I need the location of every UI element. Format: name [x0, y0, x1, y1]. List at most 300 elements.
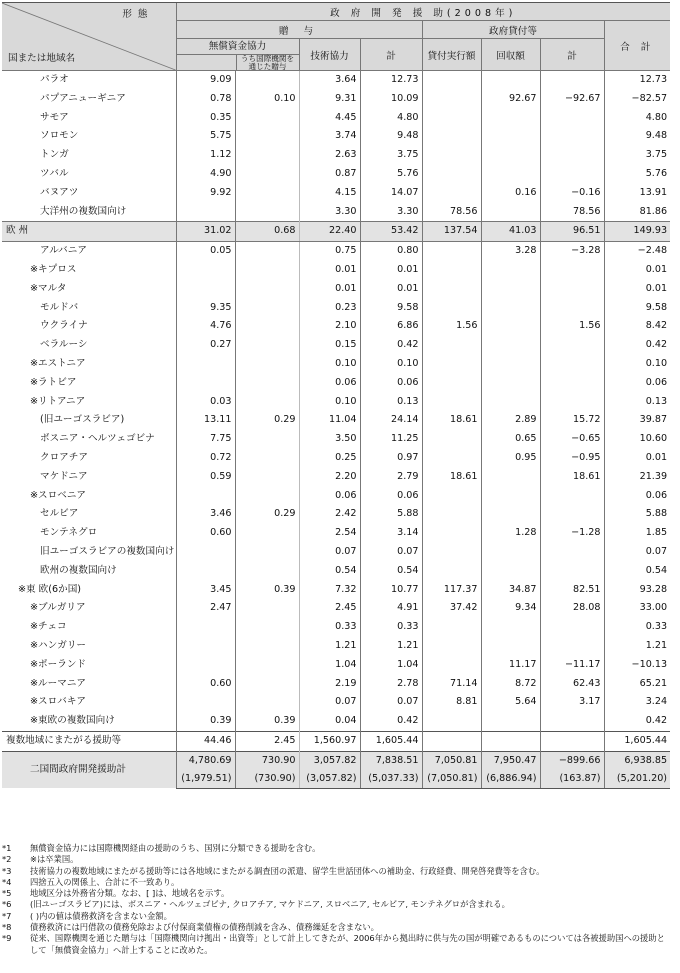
- cell-col7: [540, 109, 604, 128]
- cell-col8: 8.42: [604, 317, 670, 336]
- grand-total-cell: −899.66: [540, 751, 604, 770]
- cell-col5: 1.56: [422, 317, 481, 336]
- footnote: [2, 888, 670, 899]
- grand-total-cell: (6,886.94): [481, 770, 540, 789]
- cell-col1: 9.09: [176, 71, 235, 90]
- cell-col2: 0.39: [235, 712, 299, 731]
- table-row: [2, 543, 670, 562]
- cell-col6: 0.65: [481, 430, 540, 449]
- cell-col5: [422, 261, 481, 280]
- cell-col5: [422, 336, 481, 355]
- country-name: 大洋州の複数国向け: [40, 205, 127, 217]
- cell-col4: 10.77: [360, 581, 422, 600]
- cell-col6: 1.28: [481, 524, 540, 543]
- country-label: 国または地域名: [8, 53, 76, 64]
- tech-coop-header: 技術協力: [299, 39, 360, 71]
- cell-col8: 5.76: [604, 165, 670, 184]
- cell-col2: [235, 336, 299, 355]
- cell-col1: 0.05: [176, 242, 235, 261]
- cell-col8: 1,605.44: [604, 731, 670, 751]
- cell-col2: [235, 449, 299, 468]
- cell-col5: [422, 280, 481, 299]
- cell-col7: [540, 712, 604, 731]
- table-row: [2, 430, 670, 449]
- cell-col1: 0.59: [176, 468, 235, 487]
- grand-total-cell: 3,057.82: [299, 751, 360, 770]
- cell-col4: 9.48: [360, 127, 422, 146]
- cell-col3: 3.64: [299, 71, 360, 90]
- cell-col7: 28.08: [540, 599, 604, 618]
- cell-col8: 3.24: [604, 693, 670, 712]
- cell-col1: 7.75: [176, 430, 235, 449]
- cell-col8: 0.10: [604, 355, 670, 374]
- cell-col4: 0.07: [360, 693, 422, 712]
- cell-col1: 0.03: [176, 393, 235, 412]
- cell-col8: 9.48: [604, 127, 670, 146]
- subtotal-header: 計: [360, 39, 422, 71]
- cell-col7: [540, 280, 604, 299]
- footnote-mark: *5: [2, 888, 12, 899]
- cell-col2: 0.68: [235, 222, 299, 242]
- cell-col1: [176, 355, 235, 374]
- cell-col6: [481, 355, 540, 374]
- country-name: ウクライナ: [40, 320, 88, 332]
- cell-col7: −92.67: [540, 90, 604, 109]
- cell-col4: 0.06: [360, 374, 422, 393]
- cell-col8: −10.13: [604, 656, 670, 675]
- cell-col5: [422, 242, 481, 261]
- cell-col1: [176, 374, 235, 393]
- table-row: [2, 165, 670, 184]
- table-row: [2, 127, 670, 146]
- country-name: ※スロバキア: [30, 696, 87, 708]
- cell-col4: 3.30: [360, 203, 422, 222]
- footnote: [2, 922, 670, 933]
- table-row: [2, 487, 670, 506]
- cell-col2: [235, 524, 299, 543]
- cell-col6: [481, 487, 540, 506]
- grand-total-label: 二国間政府開発援助計: [2, 751, 176, 788]
- cell-col8: 12.73: [604, 71, 670, 90]
- cell-col8: 1.21: [604, 637, 670, 656]
- cell-col2: [235, 355, 299, 374]
- country-name: ※ルーマニア: [30, 677, 87, 689]
- cell-col7: [540, 165, 604, 184]
- cell-col8: 65.21: [604, 675, 670, 694]
- grand-total-cell: 6,938.85: [604, 751, 670, 770]
- cell-col3: 2.63: [299, 146, 360, 165]
- cell-col2: [235, 109, 299, 128]
- cell-col1: 0.27: [176, 336, 235, 355]
- table-row: [2, 618, 670, 637]
- cell-col8: 0.07: [604, 543, 670, 562]
- cell-col7: [540, 299, 604, 318]
- grant-header: 贈 与: [176, 21, 422, 39]
- country-name: ツバル: [40, 167, 69, 179]
- cell-col1: [176, 637, 235, 656]
- cell-col6: 9.34: [481, 599, 540, 618]
- cell-col3: 0.33: [299, 618, 360, 637]
- cell-col4: 3.75: [360, 146, 422, 165]
- country-name: トンガ: [40, 149, 69, 161]
- cell-col1: 1.12: [176, 146, 235, 165]
- cell-col1: [176, 618, 235, 637]
- cell-col2: [235, 280, 299, 299]
- cell-col4: 1,605.44: [360, 731, 422, 751]
- via-intl-label-2: 通じた贈与: [248, 62, 287, 71]
- cell-col3: 0.54: [299, 562, 360, 581]
- cell-col7: [540, 562, 604, 581]
- table-row: [2, 184, 670, 203]
- table-row: [2, 675, 670, 694]
- cell-col8: 0.01: [604, 280, 670, 299]
- cell-col1: [176, 487, 235, 506]
- cell-col3: 0.23: [299, 299, 360, 318]
- country-name: ※リトアニア: [30, 395, 86, 407]
- cell-col5: [422, 562, 481, 581]
- cell-col1: [176, 280, 235, 299]
- cell-col3: 4.15: [299, 184, 360, 203]
- cell-col6: 2.89: [481, 411, 540, 430]
- cell-col7: [540, 336, 604, 355]
- grand-total-cell: 7,838.51: [360, 751, 422, 770]
- cell-col4: 0.06: [360, 487, 422, 506]
- cell-col8: 0.06: [604, 487, 670, 506]
- cell-col4: 0.54: [360, 562, 422, 581]
- cell-col2: [235, 393, 299, 412]
- cell-col7: [540, 637, 604, 656]
- footnote: [2, 866, 670, 877]
- country-name: パプアニューギニア: [40, 92, 126, 104]
- table-row: [2, 242, 670, 261]
- cell-col2: [235, 618, 299, 637]
- footnote-mark: *6: [2, 899, 12, 910]
- cell-col1: 31.02: [176, 222, 235, 242]
- country-name: ※ハンガリー: [30, 639, 87, 651]
- cell-col4: 0.97: [360, 449, 422, 468]
- cell-col6: 0.16: [481, 184, 540, 203]
- grant-aid-header: [176, 39, 299, 71]
- grand-total-row: [2, 751, 670, 770]
- cell-col6: 34.87: [481, 581, 540, 600]
- cell-col7: 96.51: [540, 222, 604, 242]
- cell-col1: 0.60: [176, 675, 235, 694]
- cell-col3: 2.20: [299, 468, 360, 487]
- cell-col8: −2.48: [604, 242, 670, 261]
- country-name: ※エストニア: [30, 357, 86, 369]
- cell-col6: 41.03: [481, 222, 540, 242]
- cell-col2: [235, 562, 299, 581]
- cell-col5: 137.54: [422, 222, 481, 242]
- cell-col5: 71.14: [422, 675, 481, 694]
- cell-col1: [176, 543, 235, 562]
- region-row: [2, 222, 670, 242]
- cell-col4: 9.58: [360, 299, 422, 318]
- grand-total-cell: 730.90: [235, 751, 299, 770]
- cell-col7: −3.28: [540, 242, 604, 261]
- footnote-mark: *3: [2, 865, 12, 876]
- footnote-mark: *1: [2, 843, 12, 853]
- grand-total-cell: (3,057.82): [299, 770, 360, 789]
- cell-col3: 11.04: [299, 411, 360, 430]
- cell-col7: −1.28: [540, 524, 604, 543]
- cell-col8: 5.88: [604, 505, 670, 524]
- cell-col2: [235, 146, 299, 165]
- country-name: ※スロベニア: [30, 489, 87, 501]
- country-name: ※ポーランド: [30, 658, 87, 670]
- cell-col6: 92.67: [481, 90, 540, 109]
- footnote-text: ( )内の値は債務救済を含まない金額。: [30, 910, 172, 921]
- cell-col3: 0.06: [299, 487, 360, 506]
- cell-col7: [540, 71, 604, 90]
- table-row: [2, 203, 670, 222]
- cell-col1: 0.72: [176, 449, 235, 468]
- cell-col1: 0.39: [176, 712, 235, 731]
- cell-col7: [540, 618, 604, 637]
- table-row: [2, 299, 670, 318]
- total-row: [2, 731, 670, 751]
- cell-col8: 0.01: [604, 261, 670, 280]
- cell-col6: [481, 562, 540, 581]
- cell-col4: 1.21: [360, 637, 422, 656]
- country-name: ※チェコ: [30, 621, 67, 633]
- cell-col8: 0.06: [604, 374, 670, 393]
- footnote: [2, 933, 670, 956]
- cell-col6: [481, 393, 540, 412]
- cell-col6: [481, 165, 540, 184]
- cell-col6: [481, 299, 540, 318]
- cell-col8: 10.60: [604, 430, 670, 449]
- cell-col3: 0.87: [299, 165, 360, 184]
- cell-col2: 0.39: [235, 581, 299, 600]
- cell-col4: 2.78: [360, 675, 422, 694]
- footnote: [2, 854, 670, 865]
- cell-col3: 0.10: [299, 393, 360, 412]
- cell-col3: 2.54: [299, 524, 360, 543]
- cell-col3: 7.32: [299, 581, 360, 600]
- footnote-text: 地域区分は外務省分類。なお、[ ]は、地域名を示す。: [30, 888, 230, 899]
- cell-col4: 3.14: [360, 524, 422, 543]
- cell-col4: 10.09: [360, 90, 422, 109]
- cell-col3: 0.01: [299, 280, 360, 299]
- cell-col2: [235, 299, 299, 318]
- cell-col3: 22.40: [299, 222, 360, 242]
- via-intl-label-1: うち国際機関を: [240, 54, 295, 63]
- cell-col7: −0.65: [540, 430, 604, 449]
- table-row: [2, 693, 670, 712]
- country-name: クロアチア: [40, 451, 88, 463]
- loan-exec-header: 貸付実行額: [422, 39, 481, 71]
- cell-col5: [422, 656, 481, 675]
- cell-col4: 0.42: [360, 712, 422, 731]
- grand-total-cell: (163.87): [540, 770, 604, 789]
- table-row: [2, 109, 670, 128]
- grand-total-cell: (7,050.81): [422, 770, 481, 789]
- cell-col3: 1.04: [299, 656, 360, 675]
- table-row: [2, 90, 670, 109]
- grand-total-cell: 7,950.47: [481, 751, 540, 770]
- cell-col5: 78.56: [422, 203, 481, 222]
- footnote: [2, 911, 670, 922]
- cell-col5: 37.42: [422, 599, 481, 618]
- footnote-mark: *7: [2, 910, 12, 921]
- table-row: [2, 599, 670, 618]
- table-row: [2, 261, 670, 280]
- cell-col8: 0.13: [604, 393, 670, 412]
- cell-col6: [481, 637, 540, 656]
- grand-total-cell: 7,050.81: [422, 751, 481, 770]
- cell-col1: [176, 656, 235, 675]
- cell-col3: 2.45: [299, 599, 360, 618]
- cell-col8: 9.58: [604, 299, 670, 318]
- cell-col1: [176, 693, 235, 712]
- footnote-mark: *2: [2, 854, 12, 865]
- cell-col4: 4.80: [360, 109, 422, 128]
- grant-aid-label: 無償資金協力: [177, 39, 299, 55]
- cell-col5: [422, 487, 481, 506]
- cell-col5: [422, 90, 481, 109]
- cell-col7: [540, 261, 604, 280]
- cell-col7: 15.72: [540, 411, 604, 430]
- cell-col3: 4.45: [299, 109, 360, 128]
- cell-col3: 0.10: [299, 355, 360, 374]
- footnote-mark: *8: [2, 922, 12, 933]
- cell-col3: 2.19: [299, 675, 360, 694]
- cell-col4: 2.79: [360, 468, 422, 487]
- cell-col2: [235, 693, 299, 712]
- cell-col5: 8.81: [422, 693, 481, 712]
- country-name: (旧ユーゴスラビア): [40, 414, 125, 426]
- cell-col6: 0.95: [481, 449, 540, 468]
- cell-col1: 3.45: [176, 581, 235, 600]
- cell-col2: [235, 317, 299, 336]
- cell-col3: 1,560.97: [299, 731, 360, 751]
- cell-col5: [422, 637, 481, 656]
- cell-col3: 0.15: [299, 336, 360, 355]
- table-row: [2, 712, 670, 731]
- country-name: ベラルーシ: [40, 339, 88, 351]
- cell-col1: 0.78: [176, 90, 235, 109]
- cell-col2: [235, 487, 299, 506]
- footnote: [2, 899, 670, 910]
- cell-col7: 78.56: [540, 203, 604, 222]
- cell-col5: [422, 71, 481, 90]
- cell-col4: 4.91: [360, 599, 422, 618]
- oda-title: 政 府 開 発 援 助(2008年): [176, 3, 670, 21]
- cell-col5: [422, 127, 481, 146]
- grand-total-cell: (730.90): [235, 770, 299, 789]
- cell-col7: [540, 487, 604, 506]
- cell-col2: 2.45: [235, 731, 299, 751]
- country-name: ※東欧の複数国向け: [30, 715, 115, 727]
- category-label: 形態: [122, 9, 154, 20]
- cell-col8: 149.93: [604, 222, 670, 242]
- cell-col5: 18.61: [422, 411, 481, 430]
- country-name: モンテネグロ: [40, 527, 98, 539]
- footnote-text: 技術協力の複数地域にまたがる援助等には各地域にまたがる調査団の派遣、留学生世話団体への補助金、行政経費、開発啓発費等を含む。: [30, 865, 545, 876]
- table-row: [2, 637, 670, 656]
- country-name: ※ブルガリア: [30, 602, 86, 614]
- cell-col5: [422, 731, 481, 751]
- cell-col5: [422, 505, 481, 524]
- grand-total-cell: (5,037.33): [360, 770, 422, 789]
- footnote-text: 無償資金協力には国際機関経由の援助のうち、国別に分類できる援助を含む。: [30, 843, 321, 853]
- table-row: [2, 146, 670, 165]
- cell-col5: [422, 618, 481, 637]
- cell-col6: 3.28: [481, 242, 540, 261]
- cell-col6: [481, 261, 540, 280]
- cell-col8: 93.28: [604, 581, 670, 600]
- cell-col7: −11.17: [540, 656, 604, 675]
- cell-col2: [235, 637, 299, 656]
- cell-col3: 2.42: [299, 505, 360, 524]
- cell-col8: 21.39: [604, 468, 670, 487]
- cell-col1: 3.46: [176, 505, 235, 524]
- cell-col3: 1.21: [299, 637, 360, 656]
- cell-col8: 0.42: [604, 336, 670, 355]
- cell-col8: 0.42: [604, 712, 670, 731]
- cell-col2: [235, 656, 299, 675]
- cell-col7: [540, 505, 604, 524]
- footnote-text: 従来、国際機関を通じた贈与は「国際機関向け拠出・出資等」として計上してきたが、2006年から拠出時に供与先の国が明確であるものについては各被援助国への援助として「無償資金協力」へ計上することに改めた。: [30, 933, 665, 955]
- cell-col6: [481, 280, 540, 299]
- cell-col5: [422, 355, 481, 374]
- footnote-mark: *4: [2, 876, 12, 887]
- cell-col6: [481, 336, 540, 355]
- cell-col8: 0.33: [604, 618, 670, 637]
- cell-col6: [481, 468, 540, 487]
- cell-col2: [235, 430, 299, 449]
- cell-col8: 0.54: [604, 562, 670, 581]
- cell-col4: 53.42: [360, 222, 422, 242]
- cell-col4: 0.33: [360, 618, 422, 637]
- cell-col4: 0.01: [360, 261, 422, 280]
- cell-col2: 0.29: [235, 411, 299, 430]
- table-row: [2, 562, 670, 581]
- cell-col5: [422, 109, 481, 128]
- cell-col7: 82.51: [540, 581, 604, 600]
- cell-col8: 0.01: [604, 449, 670, 468]
- cell-col4: 1.04: [360, 656, 422, 675]
- cell-col6: [481, 543, 540, 562]
- country-name: モルドバ: [40, 301, 79, 313]
- country-name: マケドニア: [40, 470, 88, 482]
- cell-col6: 8.72: [481, 675, 540, 694]
- cell-col1: [176, 261, 235, 280]
- cell-col7: 62.43: [540, 675, 604, 694]
- table-row: [2, 411, 670, 430]
- table-row: [2, 355, 670, 374]
- cell-col6: [481, 712, 540, 731]
- cell-col5: [422, 449, 481, 468]
- cell-col6: [481, 127, 540, 146]
- cell-col6: [481, 374, 540, 393]
- via-intl-header: [236, 55, 299, 70]
- cell-col6: [481, 71, 540, 90]
- footnote: [2, 843, 670, 854]
- cell-col1: 4.90: [176, 165, 235, 184]
- cell-col2: [235, 127, 299, 146]
- cell-col1: 5.75: [176, 127, 235, 146]
- cell-col2: [235, 599, 299, 618]
- table-body: [2, 71, 670, 789]
- cell-col3: 0.06: [299, 374, 360, 393]
- cell-col5: [422, 543, 481, 562]
- table-row: [2, 71, 670, 90]
- cell-col6: [481, 203, 540, 222]
- corner-header: [2, 3, 176, 71]
- repayment-header: 回収額: [481, 39, 540, 71]
